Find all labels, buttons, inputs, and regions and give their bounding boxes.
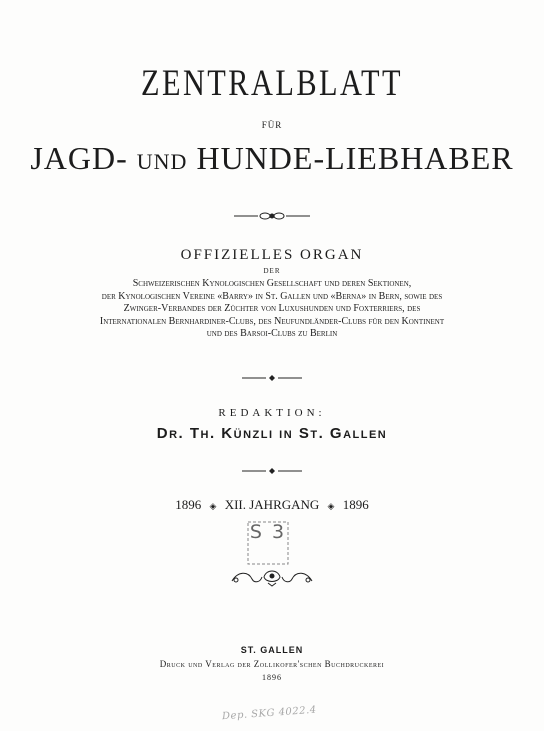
year-right: 1896	[342, 497, 369, 512]
publication-city: ST. GALLEN	[240, 645, 304, 655]
description-line: und des Barsoi-Clubs zu Berlin	[206, 328, 338, 339]
description-line: Zwinger-Verbandes der Züchter von Luxushunden und Foxterriers, des	[123, 303, 421, 314]
volume-label: XII. JAHRGANG	[224, 497, 320, 512]
official-organ-label: OFFIZIELLES ORGAN	[180, 247, 364, 263]
ornament-rule-lower	[240, 467, 304, 475]
ornament-rule-middle	[240, 374, 304, 382]
description-line: Internationalen Bernhardiner-Clubs, des Neufundländer-Clubs für den Kontinent	[99, 315, 445, 327]
year-left: 1896	[175, 497, 202, 512]
subtitle-und: UND	[136, 149, 188, 174]
diamond-icon: ◈	[327, 501, 335, 511]
stamp-mark: S 3	[249, 521, 287, 543]
journal-title: ZENTRALBLATT	[140, 63, 404, 104]
print-year: 1896	[262, 673, 282, 682]
printer-line: Druck und Verlag der Zollikofer'schen Buchdruckerei	[159, 659, 385, 669]
subtitle-part-jagd: JAGD-	[30, 140, 128, 176]
decorative-vignette	[228, 567, 316, 587]
fuer-label: FÜR	[261, 120, 283, 130]
redaktion-label: REDAKTION:	[218, 407, 326, 419]
subtitle-part-hunde: HUNDE-LIEBHABER	[196, 140, 514, 176]
description-line: Schweizerischen Kynologischen Gesellschaft und deren Sektionen,	[132, 278, 412, 289]
pencil-annotation: Dep. SKG 4022.4	[221, 704, 317, 723]
diamond-icon: ◈	[209, 501, 217, 511]
volume-line	[0, 497, 544, 513]
journal-subtitle	[0, 140, 544, 177]
ornament-rule-top	[232, 211, 312, 221]
der-label: DER	[263, 267, 281, 275]
organisations-description	[0, 278, 544, 341]
description-line: der Kynologischen Vereine «Barry» in St. Gallen und «Berna» in Bern, sowie des	[101, 290, 443, 302]
editor-name: Dr. Th. Künzli in St. Gallen	[156, 425, 388, 442]
